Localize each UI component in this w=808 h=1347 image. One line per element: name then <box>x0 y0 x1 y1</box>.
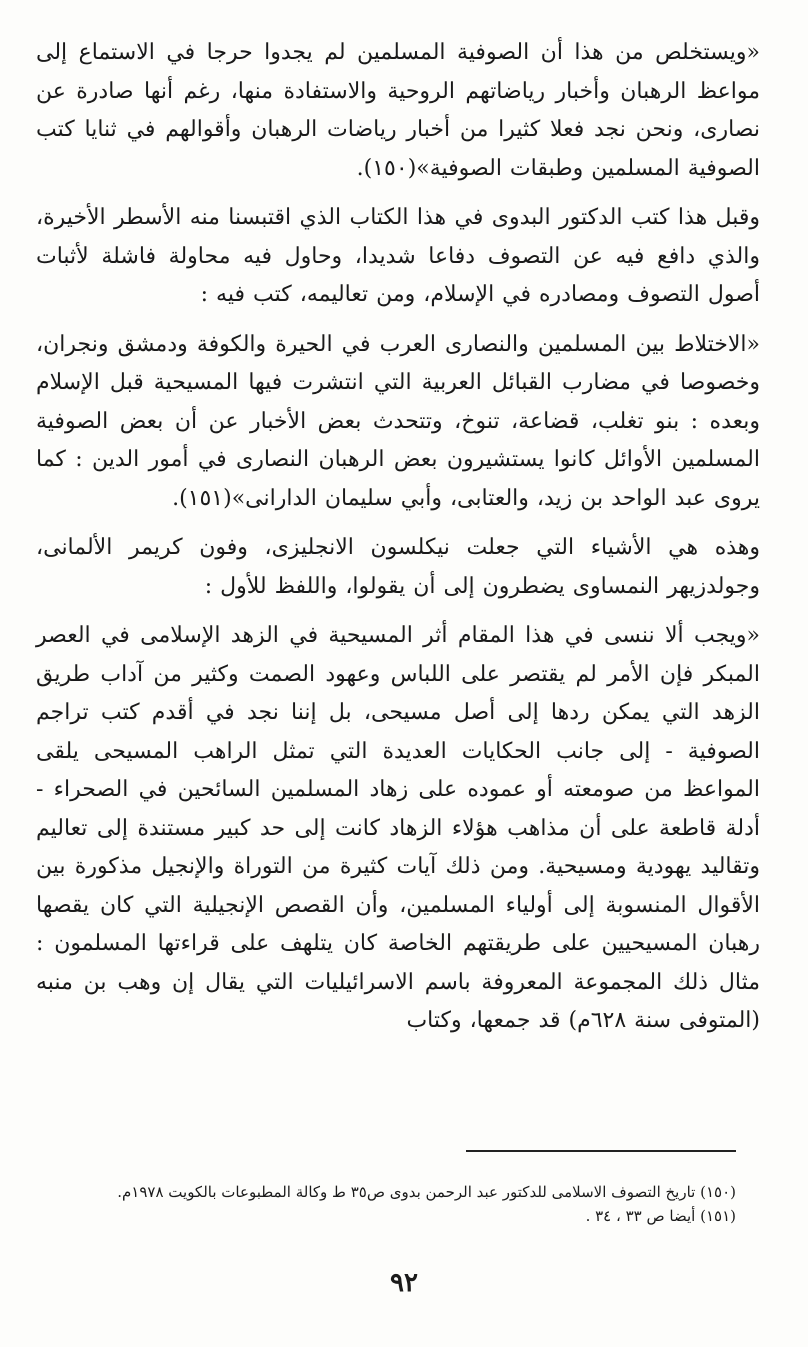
footnotes <box>40 1180 736 1228</box>
paragraph-badawi-intro: وقبل هذا كتب الدكتور البدوى في هذا الكتاب الذي اقتبسنا منه الأسطر الأخيرة، والذي دافع فيه عن التصوف دفاعا شديدا، وحاول فيه محاولة فاشلة لأثبات أصول التصوف ومصادره في الإسلام، ومن تعاليمه، كتب فيه : <box>36 205 760 307</box>
body-text <box>36 34 760 1052</box>
page-number: ٩٢ <box>390 1268 418 1298</box>
paragraph-quote-nicholson: «ويجب ألا ننسى في هذا المقام أثر المسيحية في الزهد الإسلامى في العصر المبكر فإن الأمر لم يقتصر على اللباس وعهود الصمت وكثير من آداب طريق الزهد التي يمكن ردها إلى أصل مسيحى، بل إننا نجد في أقدم كتب تراجم الصوفية - إلى جانب الحكايات العديدة التي تمثل الراهب المسيحى يلقى المواعظ من صومعته أو عموده على زهاد المسلمين السائحين في الصحراء - أدلة قاطعة على أن مذاهب هؤلاء الزهاد كانت إلى حد كبير مستندة إلى تعاليم وتقاليد يهودية ومسيحية. ومن ذلك آيات كثيرة من التوراة والإنجيل مذكورة بين الأقوال المنسوبة إلى أولياء المسلمين، وأن القصص الإنجيلية التي كان يقصها رهبان المسيحيين على طريقتهم الخاصة كان يتلهف على قراءتها المسلمون : مثال ذلك المجموعة المعروفة باسم الاسرائيليات التي يقال إن وهب بن منبه (المتوفى سنة ٦٢٨م) قد جمعها، وكتاب <box>36 623 760 1033</box>
paragraph-orientalists: وهذه هي الأشياء التي جعلت نيكلسون الانجليزى، وفون كريمر الألمانى، وجولدزيهر النمساوى يضطرون إلى أن يقولوا، واللفظ للأول : <box>36 535 760 599</box>
paragraph-quote-monks: «ويستخلص من هذا أن الصوفية المسلمين لم يجدوا حرجا في الاستماع إلى مواعظ الرهبان وأخبار رياضاتهم الروحية والاستفادة منها، رغم أنها صادرة عن نصارى، ونحن نجد فعلا كثيرا من أخبار رياضات الرهبان وأقوالهم في ثنايا كتب الصوفية المسلمين وطبقات الصوفية»(١٥٠). <box>36 40 760 181</box>
footnote-divider <box>466 1150 736 1152</box>
footnote-150: (١٥٠) تاريخ التصوف الاسلامى للدكتور عبد الرحمن بدوى ص٣٥ ط وكالة المطبوعات بالكويت ١٩٧٨م. <box>117 1183 736 1201</box>
footnote-151: (١٥١) أيضا ص ٣٣ ، ٣٤ . <box>585 1207 736 1225</box>
paragraph-quote-mixing: «الاختلاط بين المسلمين والنصارى العرب في الحيرة والكوفة ودمشق ونجران، وخصوصا في مضارب القبائل العربية التي انتشرت فيها المسيحية قبل الإسلام وبعده : بنو تغلب، قضاعة، تنوخ، وتتحدث بعض الأخبار عن أن بعض الصوفية المسلمين الأوائل كانوا يستشيرون بعض الرهبان النصارى في أمور الدين : كما يروى عبد الواحد بن زيد، والعتابى، وأبي سليمان الدارانى»(١٥١). <box>36 331 760 511</box>
